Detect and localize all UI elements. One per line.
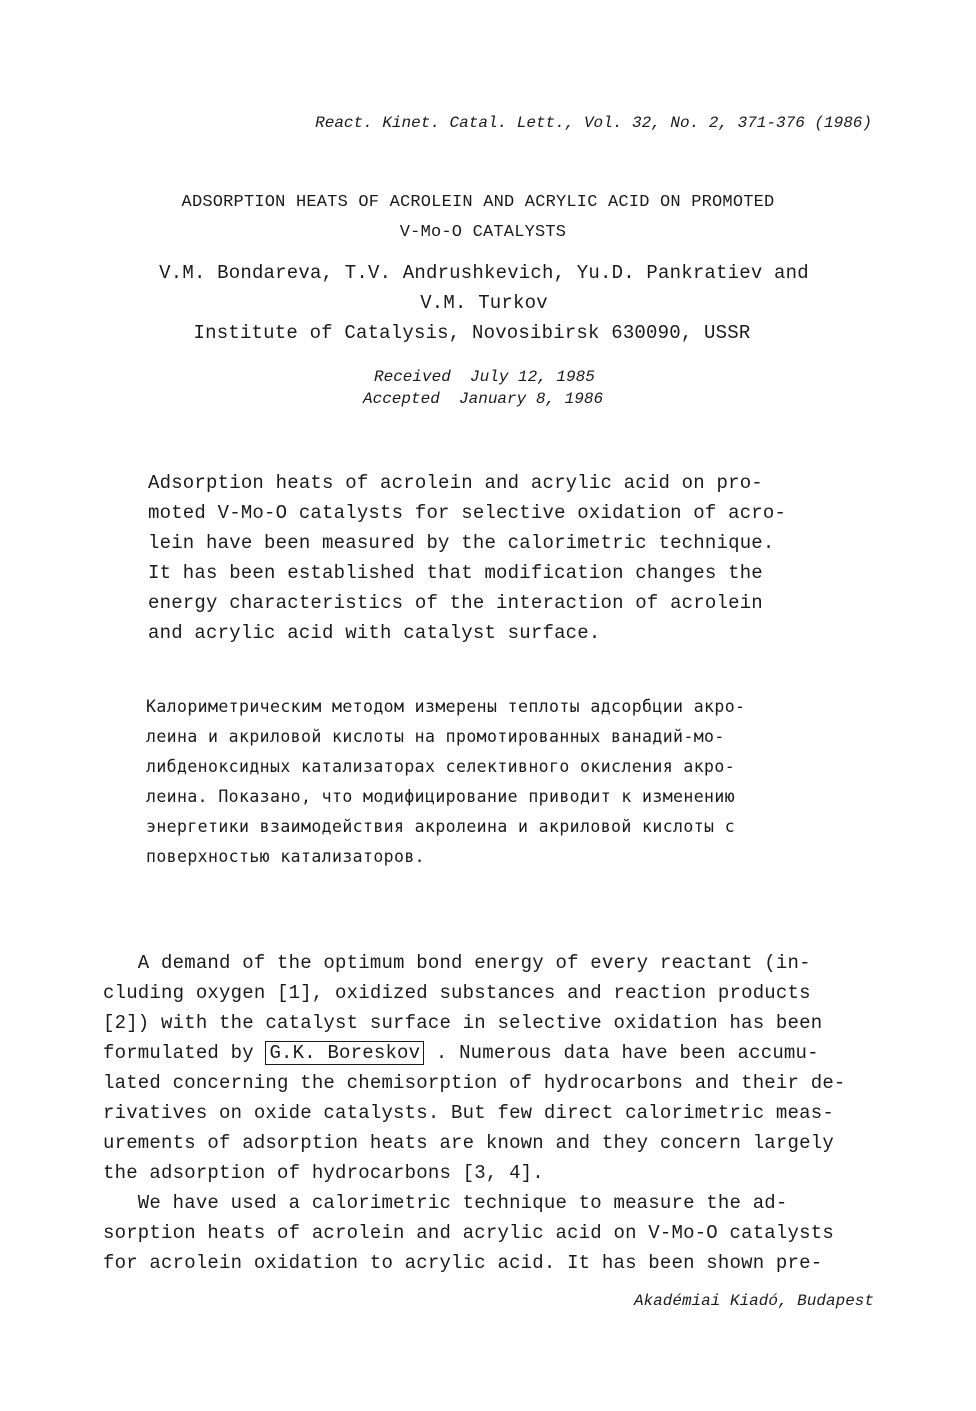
abstract-ru-line: Калориметрическим методом измерены теплоты адсорбции акро- xyxy=(146,697,746,716)
boxed-author-name: G.K. Boreskov xyxy=(265,1041,424,1065)
body-line: rivatives on oxide catalysts. But few direct calorimetric meas- xyxy=(103,1102,834,1124)
body-line: for acrolein oxidation to acrylic acid. It has been shown pre- xyxy=(103,1252,823,1274)
body-text-fragment: formulated by xyxy=(103,1042,266,1064)
abstract-ru-line: либденоксидных катализаторах селективного окисления акро- xyxy=(146,757,736,776)
body-line: sorption heats of acrolein and acrylic acid on V-Mo-O catalysts xyxy=(103,1222,834,1244)
body-line-with-boxed-name xyxy=(103,1038,819,1068)
paper-title-line-1: ADSORPTION HEATS OF ACROLEIN AND ACRYLIC ACID ON PROMOTED xyxy=(181,193,775,212)
body-line: A demand of the optimum bond energy of every reactant (in- xyxy=(103,952,811,974)
abstract-en-line: energy characteristics of the interaction of acrolein xyxy=(148,592,763,614)
abstract-en-line: lein have been measured by the calorimetric technique. xyxy=(148,532,775,554)
abstract-en-line: It has been established that modification changes the xyxy=(148,562,763,584)
authors-line-2: V.M. Turkov xyxy=(420,292,548,314)
abstract-ru-line: леина. Показано, что модифицирование приводит к изменению xyxy=(146,787,736,806)
publisher-footer: Akadémiai Kiadó, Budapest xyxy=(633,1292,874,1310)
abstract-en-line: and acrylic acid with catalyst surface. xyxy=(148,622,601,644)
abstract-ru-line: энергетики взаимодействия акролеина и акриловой кислоты с xyxy=(146,817,736,836)
paper-title-line-2: V-Mo-O CATALYSTS xyxy=(399,223,567,242)
abstract-ru-line: поверхностью катализаторов. xyxy=(146,847,426,866)
authors-line-1: V.M. Bondareva, T.V. Andrushkevich, Yu.D. Pankratiev and xyxy=(159,262,809,284)
body-text-fragment: . Numerous data have been accumu- xyxy=(424,1042,819,1064)
abstract-en-line: Adsorption heats of acrolein and acrylic acid on pro- xyxy=(148,472,763,494)
body-line: cluding oxygen [1], oxidized substances and reaction products xyxy=(103,982,811,1004)
body-line: [2]) with the catalyst surface in selective oxidation has been xyxy=(103,1012,823,1034)
body-line: the adsorption of hydrocarbons [3, 4]. xyxy=(103,1162,544,1184)
body-line: lated concerning the chemisorption of hydrocarbons and their de- xyxy=(103,1072,846,1094)
abstract-en-line: moted V-Mo-O catalysts for selective oxidation of acro- xyxy=(148,502,787,524)
received-date: Received July 12, 1985 xyxy=(374,368,595,386)
affiliation: Institute of Catalysis, Novosibirsk 630090, USSR xyxy=(193,322,751,344)
abstract-ru-line: леина и акриловой кислоты на промотированных ванадий-мо- xyxy=(146,727,725,746)
body-line: We have used a calorimetric technique to measure the ad- xyxy=(103,1192,788,1214)
accepted-date: Accepted January 8, 1986 xyxy=(363,390,604,408)
journal-citation: React. Kinet. Catal. Lett., Vol. 32, No. 2, 371-376 (1986) xyxy=(315,114,872,132)
body-line: urements of adsorption heats are known and they concern largely xyxy=(103,1132,834,1154)
